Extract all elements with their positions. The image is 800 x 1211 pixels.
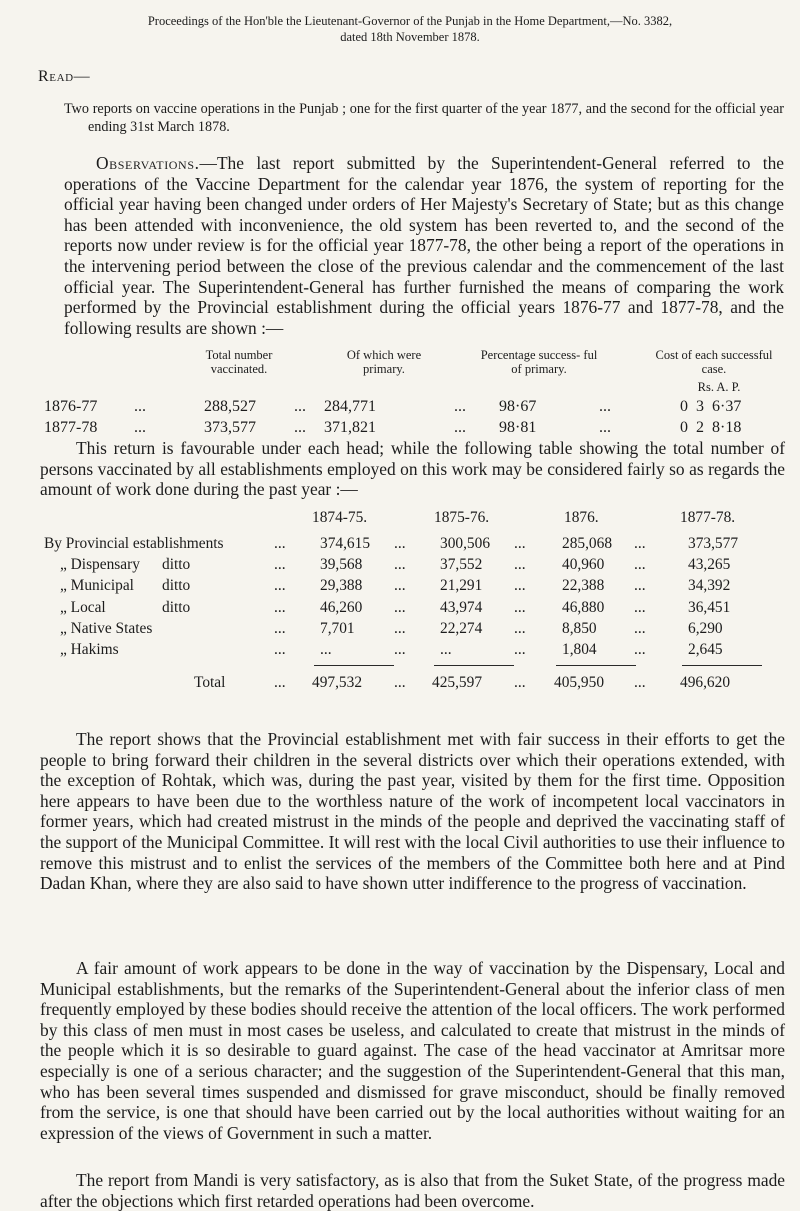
leader-dots: ... (634, 598, 646, 616)
cell-value: 43,265 (688, 556, 731, 574)
leader-dots: ... (634, 641, 646, 658)
cell-value: 37,552 (440, 556, 483, 574)
year-header: 1876. (564, 509, 599, 526)
cell-value: 8,850 (562, 619, 597, 637)
leader-dots: ... (514, 577, 526, 595)
cell-value: 46,260 (320, 598, 363, 616)
row-kind: ditto (162, 556, 191, 574)
table-row (44, 599, 784, 619)
cell-value: 21,291 (440, 577, 483, 595)
currency-units: Rs. A. P. (697, 380, 741, 394)
sum-rule (314, 665, 394, 666)
leader-dots: ... (514, 535, 526, 552)
row-label: By Provincial establishments (44, 535, 224, 552)
cell-value: 34,392 (688, 577, 731, 595)
leader-dots: ... (634, 674, 646, 692)
leader-dots: ... (274, 619, 286, 637)
total-row (44, 674, 784, 694)
row-label: „ Local (60, 598, 106, 616)
leader-dots: ... (394, 619, 406, 637)
row-kind: ditto (162, 598, 191, 616)
row-kind: ditto (162, 577, 191, 595)
cell-value: 29,388 (320, 577, 363, 595)
table-row (44, 620, 784, 640)
cell-value: 300,506 (440, 535, 491, 552)
row-year: 1876-77 (44, 398, 98, 415)
cell-value: ... (440, 641, 452, 658)
cell-value: 22,274 (440, 619, 483, 637)
row-label: „ Municipal (60, 577, 134, 595)
total-value: 497,532 (312, 674, 363, 692)
observations-label: Observations. (96, 153, 200, 173)
leader-dots: ... (514, 674, 526, 692)
total-value: 405,950 (554, 674, 605, 692)
year-header: 1877-78. (680, 509, 736, 526)
table-row: 1876-77 ... 288,527 ... 284,771 ... 98·67 ... 0 3 6·37 (44, 398, 742, 415)
intro-paragraph: Two reports on vaccine operations in the Punjab ; one for the first quarter of the year 1877, and the second for the official year ending 31st March 1878. (64, 101, 784, 135)
leader-dots: ... (634, 535, 646, 552)
leader-dots: ... (394, 577, 406, 595)
cell-value: 374,615 (320, 535, 371, 552)
observations-paragraph (64, 153, 784, 338)
header-line-1: Proceedings of the Hon'ble the Lieutenant-Governor of the Punjab in the Home Department,—No. 3382, (147, 14, 673, 28)
cell-value: 6,290 (688, 619, 723, 637)
leader-dots: ... (274, 641, 286, 658)
total-value: 425,597 (432, 674, 483, 692)
body-paragraph-dispensary: A fair amount of work appears to be done in the way of vaccination by the Dispensary, Local and Municipal establishments, but the remarks of the Superintendent-General about the inferior class of men frequently employed by these bodies should receive the attention of the local officers. The work performed by this class of men must in most cases be useless, and calculated to create that mistrust in the minds of the people which it is so desirable to guard against. The case of the head vaccinator at Amritsar more especially is one of a serious character; and the suggestion of the Superintendent-General that this man, who has been several times suspended and dismissed for grave misconduct, should be finally removed from the service, is one that should have been carried out by the local authorities without waiting for an expression of the views of Government in such a matter. (40, 958, 785, 1143)
row-total: 288,527 (204, 398, 256, 415)
leader-dots: ... (274, 556, 286, 574)
proceedings-header (40, 13, 780, 45)
leader-dots: ... (394, 535, 406, 552)
leader-dots: ... (394, 556, 406, 574)
leader-dots: ... (394, 674, 406, 692)
cell-value: 373,577 (688, 535, 739, 552)
leader-dots: ... (514, 556, 526, 574)
year-header: 1874-75. (312, 509, 368, 526)
cell-value: 36,451 (688, 598, 731, 616)
leader-dots: ... (634, 577, 646, 595)
summary-paragraph: This return is favourable under each head; while the following table showing the total number of persons vaccinated by all establishments employed on this work may be considered fairly so as regards the amount of work done during the past year :— (40, 438, 785, 500)
leader-dots: ... (514, 641, 526, 658)
leader-dots: ... (394, 598, 406, 616)
row-year: 1877-78 (44, 419, 98, 436)
cell-value: 7,701 (320, 619, 355, 637)
table-row: 1877-78 ... 373,577 ... 371,821 ... 98·81 ... 0 2 8·18 (44, 419, 742, 436)
cell-value: 43,974 (440, 598, 483, 616)
observations-text: —The last report submitted by the Superintendent-General referred to the operations of the Vaccine Department for the calendar year 1876, the system of reporting for the official year having been changed under orders of Her Majesty's Secretary of State; but as this change has been attended with inconvenience, the old system has been reverted to, and the second of the reports now under review is for the official year 1877-78, the other being a report of the operations in the intervening period between the close of the previous calendar and the commencement of the last official year. The Superintendent-General has further furnished the means of comparing the work performed by the Provincial establishment during the official years 1876-77 and 1877-78, and the following results are shown :— (64, 153, 784, 338)
year-header: 1875-76. (434, 509, 490, 526)
row-cost: 0 3 6·37 (680, 398, 742, 415)
cell-value: 22,388 (562, 577, 605, 595)
header-line-2: dated 18th November 1878. (340, 30, 480, 44)
sum-rule (434, 665, 514, 666)
row-cost: 0 2 8·18 (680, 419, 742, 436)
read-label: Read— (38, 68, 91, 85)
leader-dots: ... (514, 598, 526, 616)
cell-value: 1,804 (562, 641, 597, 658)
table-row (44, 556, 784, 576)
row-label: „ Hakims (60, 641, 119, 658)
row-label: „ Native States (60, 619, 153, 637)
row-total: 373,577 (204, 419, 256, 436)
row-label: „ Dispensary (60, 556, 140, 574)
row-percentage: 98·81 (499, 419, 537, 436)
cell-value: ... (320, 641, 332, 658)
cell-value: 40,960 (562, 556, 605, 574)
total-label: Total (194, 674, 226, 692)
table-row (44, 577, 784, 597)
leader-dots: ... (394, 641, 406, 658)
leader-dots: ... (514, 619, 526, 637)
row-percentage: 98·67 (499, 398, 537, 415)
col-header-primary: Of which were primary. (346, 348, 422, 376)
leader-dots: ... (274, 674, 286, 692)
body-paragraph-rohtak: The report shows that the Provincial establishment met with fair success in their efforts to get the people to bring forward their children in the several districts over which their operations extended, with the exception of Rohtak, which was, during the past year, visited by them for the first time. Opposition here appears to have been due to the worthless nature of the work of incompetent local vaccinators in former years, which had created mistrust in the minds of the people and deprived the vaccinating staff of the support of the Municipal Committee. It will rest with the local Civil authorities to use their influence to remove this mistrust and to enlist the services of the members of the Committee both here and at Pind Dadan Khan, where they are also said to have shown utter indifference to the progress of vaccination. (40, 729, 785, 894)
cell-value: 285,068 (562, 535, 613, 552)
cell-value: 39,568 (320, 556, 363, 574)
leader-dots: ... (634, 619, 646, 637)
leader-dots: ... (274, 598, 286, 616)
leader-dots: ... (274, 577, 286, 595)
body-paragraph-mandi: The report from Mandi is very satisfactory, as is also that from the Suket State, of the progress made after the objections which first retarded operations had been overcome. (40, 1170, 785, 1211)
col-header-percentage: Percentage success- ful of primary. (480, 348, 598, 376)
sum-rule (682, 665, 762, 666)
sum-rule (556, 665, 636, 666)
table-row (44, 535, 784, 555)
row-primary: 371,821 (324, 419, 376, 436)
table-row (44, 641, 784, 661)
col-header-total: Total number vaccinated. (205, 348, 273, 376)
col-header-cost: Cost of each successful case. (655, 348, 773, 376)
leader-dots: ... (274, 535, 286, 552)
total-value: 496,620 (680, 674, 731, 692)
cell-value: 2,645 (688, 641, 723, 658)
cell-value: 46,880 (562, 598, 605, 616)
row-primary: 284,771 (324, 398, 376, 415)
leader-dots: ... (634, 556, 646, 574)
